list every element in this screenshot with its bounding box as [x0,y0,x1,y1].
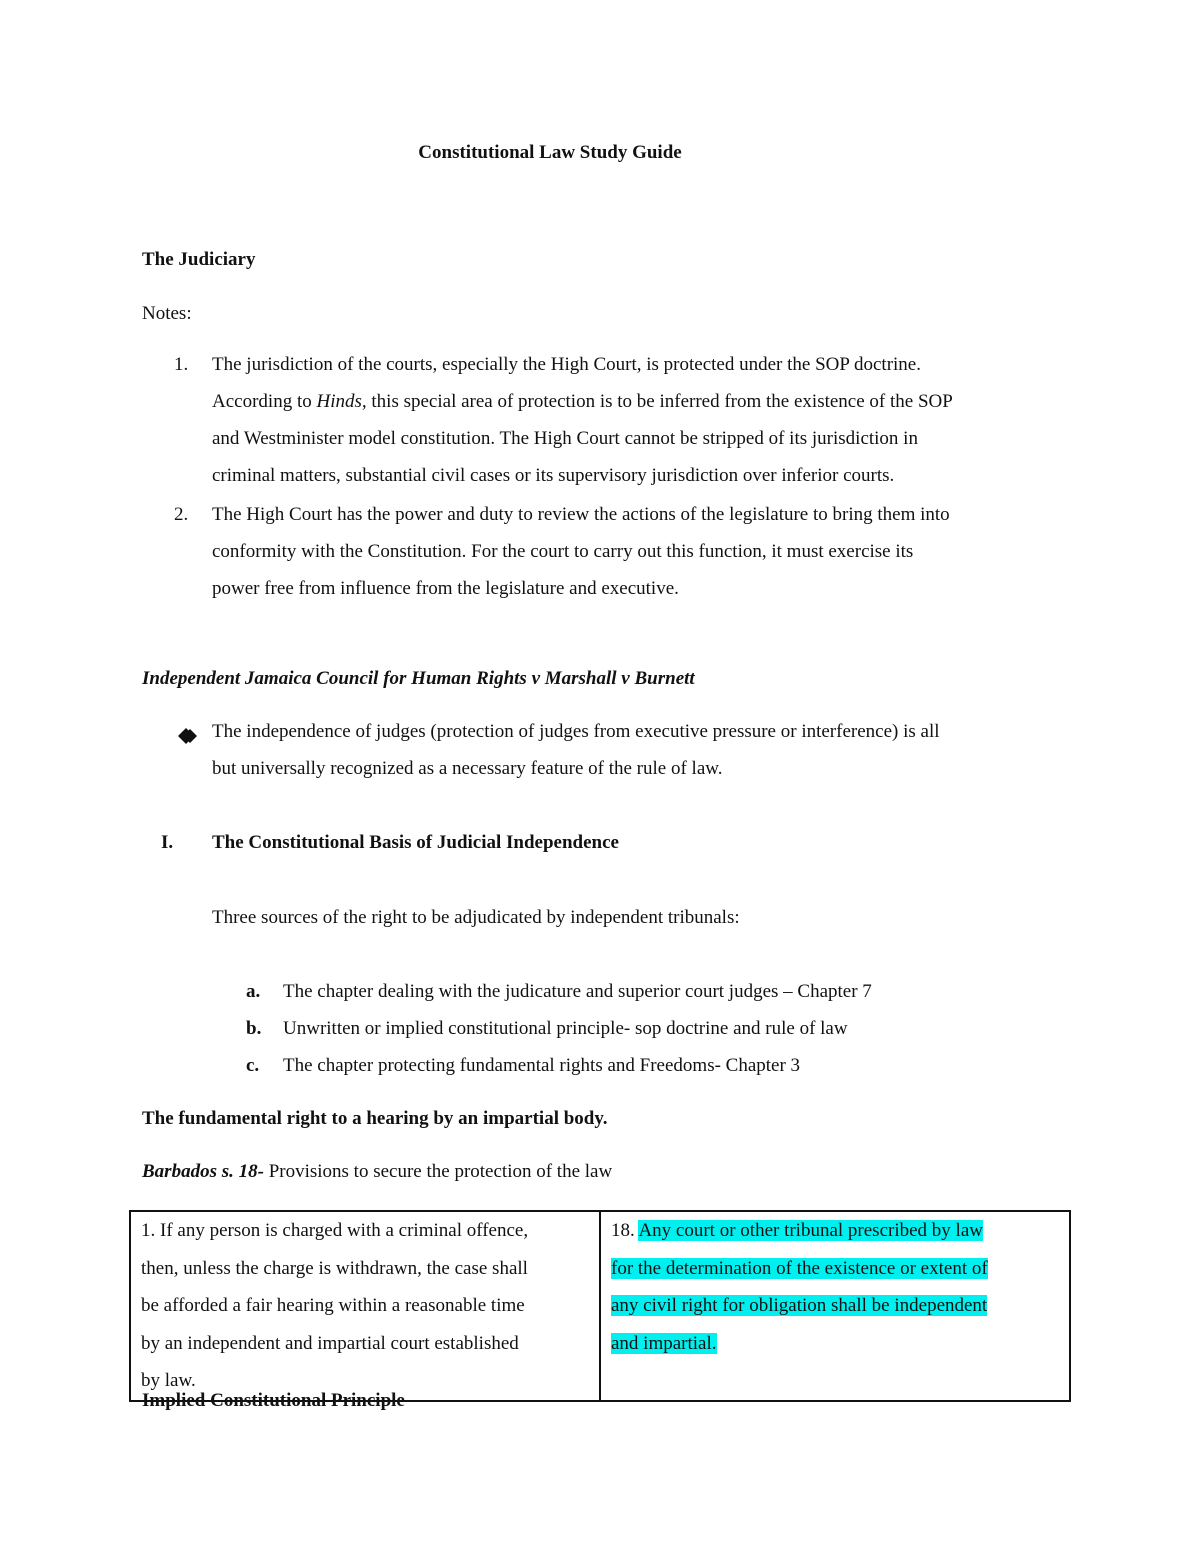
case-citation-hinds: Hinds, [316,391,367,412]
table-row [130,1211,1070,1401]
note-line: The jurisdiction of the courts, especially the High Court, is protected under the SOP doctrine. [212,354,921,375]
section-heading-judiciary: The Judiciary [142,249,256,270]
implied-principle-heading: Implied Constitutional Principle [142,1390,405,1411]
cell-line [611,1325,1059,1363]
fundamental-right-heading: The fundamental right to a hearing by an impartial body. [142,1108,608,1129]
list-item: Unwritten or implied constitutional principle- sop doctrine and rule of law [283,1018,848,1039]
cell-line: then, unless the charge is withdrawn, the case shall [141,1257,528,1279]
note-line: and Westminister model constitution. The High Court cannot be stripped of its jurisdiction in [212,428,918,449]
document-title: Constitutional Law Study Guide [418,142,682,163]
note-line: criminal matters, substantial civil cases or its supervisory jurisdiction over inferior courts. [212,465,895,486]
list-item: The chapter protecting fundamental rights and Freedoms- Chapter 3 [283,1055,801,1076]
case-heading: Independent Jamaica Council for Human Rights v Marshall v Burnett [142,668,695,689]
list-letter: a. [246,981,261,1002]
note-number: 2. [174,504,189,525]
provision-comparison-table [129,1210,1071,1402]
diamond-bullet-icon [178,728,198,744]
note-number: 1. [174,354,189,375]
note-line: The High Court has the power and duty to review the actions of the legislature to bring them into [212,504,950,525]
highlighted-text: any civil right for obligation shall be independent [611,1295,988,1316]
cell-line: be afforded a fair hearing within a reasonable time [141,1295,525,1316]
list-letter: b. [246,1018,262,1039]
section-number-18: 18. [611,1220,639,1241]
highlighted-text: for the determination of the existence or extent of [611,1257,988,1279]
bullet-line: The independence of judges (protection of judges from executive pressure or interference) is all [212,721,940,742]
barbados-reference: Barbados s. 18- [142,1161,264,1182]
cell-line [611,1212,1059,1250]
table-cell-left [130,1211,600,1401]
note-1-text [212,346,1072,494]
cell-line: by law. [141,1370,196,1391]
list-letter: c. [246,1055,260,1076]
bullet-line: but universally recognized as a necessary feature of the rule of law. [212,758,723,779]
list-item: The chapter dealing with the judicature and superior court judges – Chapter 7 [283,981,872,1002]
highlighted-text: Any court or other tribunal prescribed by law [638,1220,983,1241]
cell-line: 1. If any person is charged with a criminal offence, [141,1220,529,1241]
section-title: The Constitutional Basis of Judicial Independence [212,832,619,853]
bullet-text [212,713,1072,787]
table-cell-right [600,1211,1070,1401]
note-2-text [212,496,1072,607]
section-number: I. [161,832,174,853]
cell-line [611,1250,1059,1288]
barbados-provision [142,1161,612,1183]
sources-intro: Three sources of the right to be adjudicated by independent tribunals: [212,907,740,928]
highlighted-text: and impartial. [611,1332,717,1354]
note-line: According to Hinds, this special area of protection is to be inferred from the existence of the SOP [212,391,953,412]
cell-line [611,1287,1059,1325]
cell-line: by an independent and impartial court established [141,1332,519,1354]
note-line: power free from influence from the legislature and executive. [212,578,679,599]
notes-label: Notes: [142,303,192,324]
barbados-description: Provisions to secure the protection of the law [263,1161,613,1182]
note-line: conformity with the Constitution. For the court to carry out this function, it must exercise its [212,541,914,562]
